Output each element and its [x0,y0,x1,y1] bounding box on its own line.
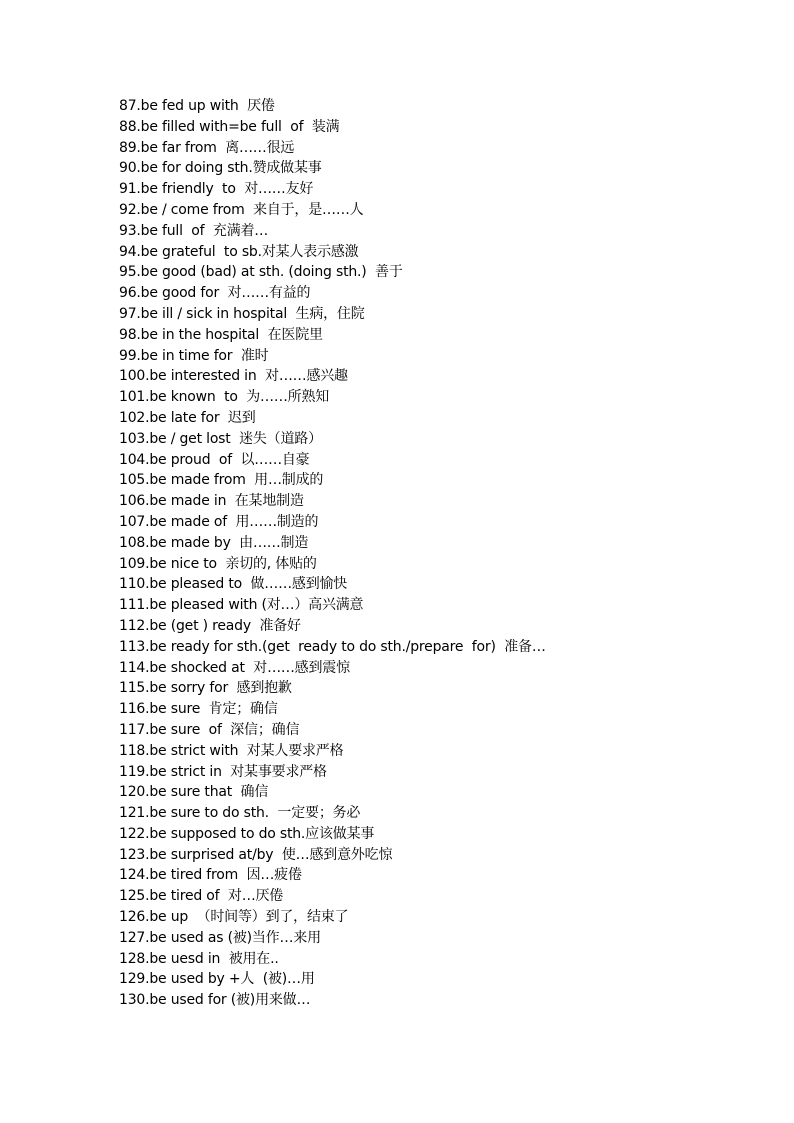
phrase-line-113: 113.be ready for sth.(get ready to do sth./prepare for) 准备… [119,638,546,655]
phrase-line-112: 112.be (get ) ready 准备好 [119,617,301,634]
phrase-line-91: 91.be friendly to 对……友好 [119,181,314,198]
phrase-line-88: 88.be filled with=be full of 装满 [119,118,340,135]
phrase-line-116: 116.be sure 肯定；确信 [119,701,278,718]
phrase-line-108: 108.be made by 由……制造 [119,534,309,551]
phrase-line-96: 96.be good for 对……有益的 [119,285,311,302]
phrase-line-109: 109.be nice to 亲切的, 体贴的 [119,555,317,572]
phrase-list [119,96,546,1011]
phrase-line-87: 87.be fed up with 厌倦 [119,98,275,114]
phrase-line-117: 117.be sure of 深信；确信 [119,721,300,738]
phrase-line-124: 124.be tired from 因…疲倦 [119,867,302,884]
phrase-line-100: 100.be interested in 对……感兴趣 [119,368,348,385]
phrase-line-104: 104.be proud of 以……自豪 [119,451,310,468]
phrase-line-99: 99.be in time for 准时 [119,347,269,364]
phrase-line-98: 98.be in the hospital 在医院里 [119,326,323,343]
phrase-line-110: 110.be pleased to 做……感到愉快 [119,576,348,593]
phrase-line-121: 121.be sure to do sth. 一定要；务必 [119,805,361,822]
phrase-line-101: 101.be known to 为……所熟知 [119,389,330,406]
phrase-line-122: 122.be supposed to do sth.应该做某事 [119,825,375,842]
phrase-line-127: 127.be used as (被)当作…来用 [119,929,321,946]
phrase-line-115: 115.be sorry for 感到抱歉 [119,680,292,697]
phrase-line-123: 123.be surprised at/by 使…感到意外吃惊 [119,846,393,863]
phrase-line-92: 92.be / come from 来自于，是……人 [119,201,364,218]
phrase-line-130: 130.be used for (被)用来做… [119,992,311,1009]
phrase-line-97: 97.be ill / sick in hospital 生病，住院 [119,305,365,322]
phrase-line-119: 119.be strict in 对某事要求严格 [119,763,327,780]
phrase-line-114: 114.be shocked at 对……感到震惊 [119,659,350,676]
phrase-line-111: 111.be pleased with (对…）高兴满意 [119,597,364,614]
phrase-line-105: 105.be made from 用…制成的 [119,472,324,489]
phrase-line-93: 93.be full of 充满着… [119,222,269,239]
phrase-line-89: 89.be far from 离……很远 [119,139,295,156]
phrase-line-125: 125.be tired of 对…厌倦 [119,888,284,905]
phrase-line-94: 94.be grateful to sb.对某人表示感激 [119,243,359,260]
phrase-line-129: 129.be used by +人 (被)…用 [119,971,315,988]
phrase-line-107: 107.be made of 用……制造的 [119,513,319,530]
phrase-line-128: 128.be uesd in 被用在.. [119,950,279,967]
phrase-line-106: 106.be made in 在某地制造 [119,493,304,510]
phrase-line-102: 102.be late for 迟到 [119,409,256,426]
phrase-line-90: 90.be for doing sth.赞成做某事 [119,160,322,177]
phrase-line-95: 95.be good (bad) at sth. (doing sth.) 善于 [119,264,403,281]
phrase-line-103: 103.be / get lost 迷失（道路） [119,430,322,447]
phrase-line-118: 118.be strict with 对某人要求严格 [119,742,344,759]
phrase-line-126: 126.be up （时间等）到了，结束了 [119,909,349,926]
phrase-line-120: 120.be sure that 确信 [119,784,269,801]
